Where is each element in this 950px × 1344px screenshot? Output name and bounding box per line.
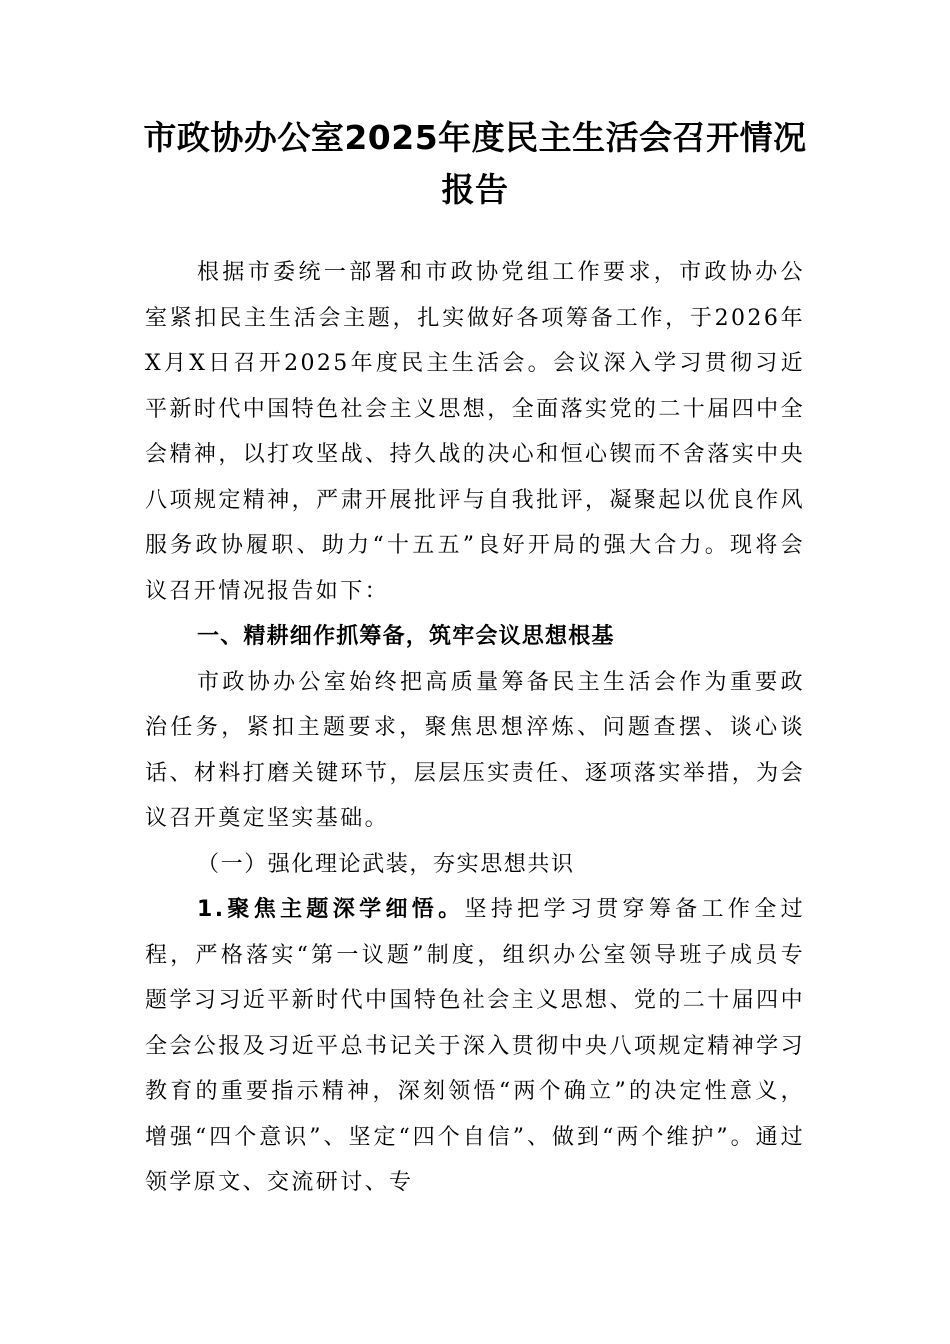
item-1-paragraph — [145, 887, 805, 1206]
item-1-text: 坚持把学习贯穿筹备工作全过程，严格落实“第一议题”制度，组织办公室领导班子成员专题学习习近平新时代中国特色社会主义思想、党的二十届四中全会公报及习近平总书记关于深入贯彻中央八项规定精神学习教育的重要指示精神，深刻领悟“两个确立”的决定性意义，增强“四个意识”、坚定“四个自信”、做到“两个维护”。通过领学原文、交流研讨、专 — [145, 897, 805, 1195]
document-title: 市政协办公室2025年度民主生活会召开情况报告 — [143, 118, 807, 209]
section-1-heading: 一、精耕细作抓筹备，筑牢会议思想根基 — [197, 624, 615, 649]
section-1-paragraph: 市政协办公室始终把高质量筹备民主生活会作为重要政治任务，紧扣主题要求，聚焦思想淬炼、问题查摆、谈心谈话、材料打磨关键环节，层层压实责任、逐项落实举措，为会议召开奠定坚实基础。 — [145, 669, 805, 831]
item-1-lead: 1.聚焦主题深学细悟。 — [197, 897, 465, 922]
document-body — [145, 250, 805, 1206]
subsection-1-heading: （一）强化理论武装，夯实思想共识 — [197, 851, 575, 877]
intro-paragraph: 根据市委统一部署和市政协党组工作要求，市政协办公室紧扣民主生活会主题，扎实做好各项筹备工作，于2026年X月X日召开2025年度民主生活会。会议深入学习贯彻习近平新时代中国特色社会主义思想，全面落实党的二十届四中全会精神，以打攻坚战、持久战的决心和恒心锲而不舍落实中央八项规定精神，严肃开展批评与自我批评，凝聚起以优良作风服务政协履职、助力“十五五”良好开局的强大合力。现将会议召开情况报告如下： — [145, 260, 805, 604]
